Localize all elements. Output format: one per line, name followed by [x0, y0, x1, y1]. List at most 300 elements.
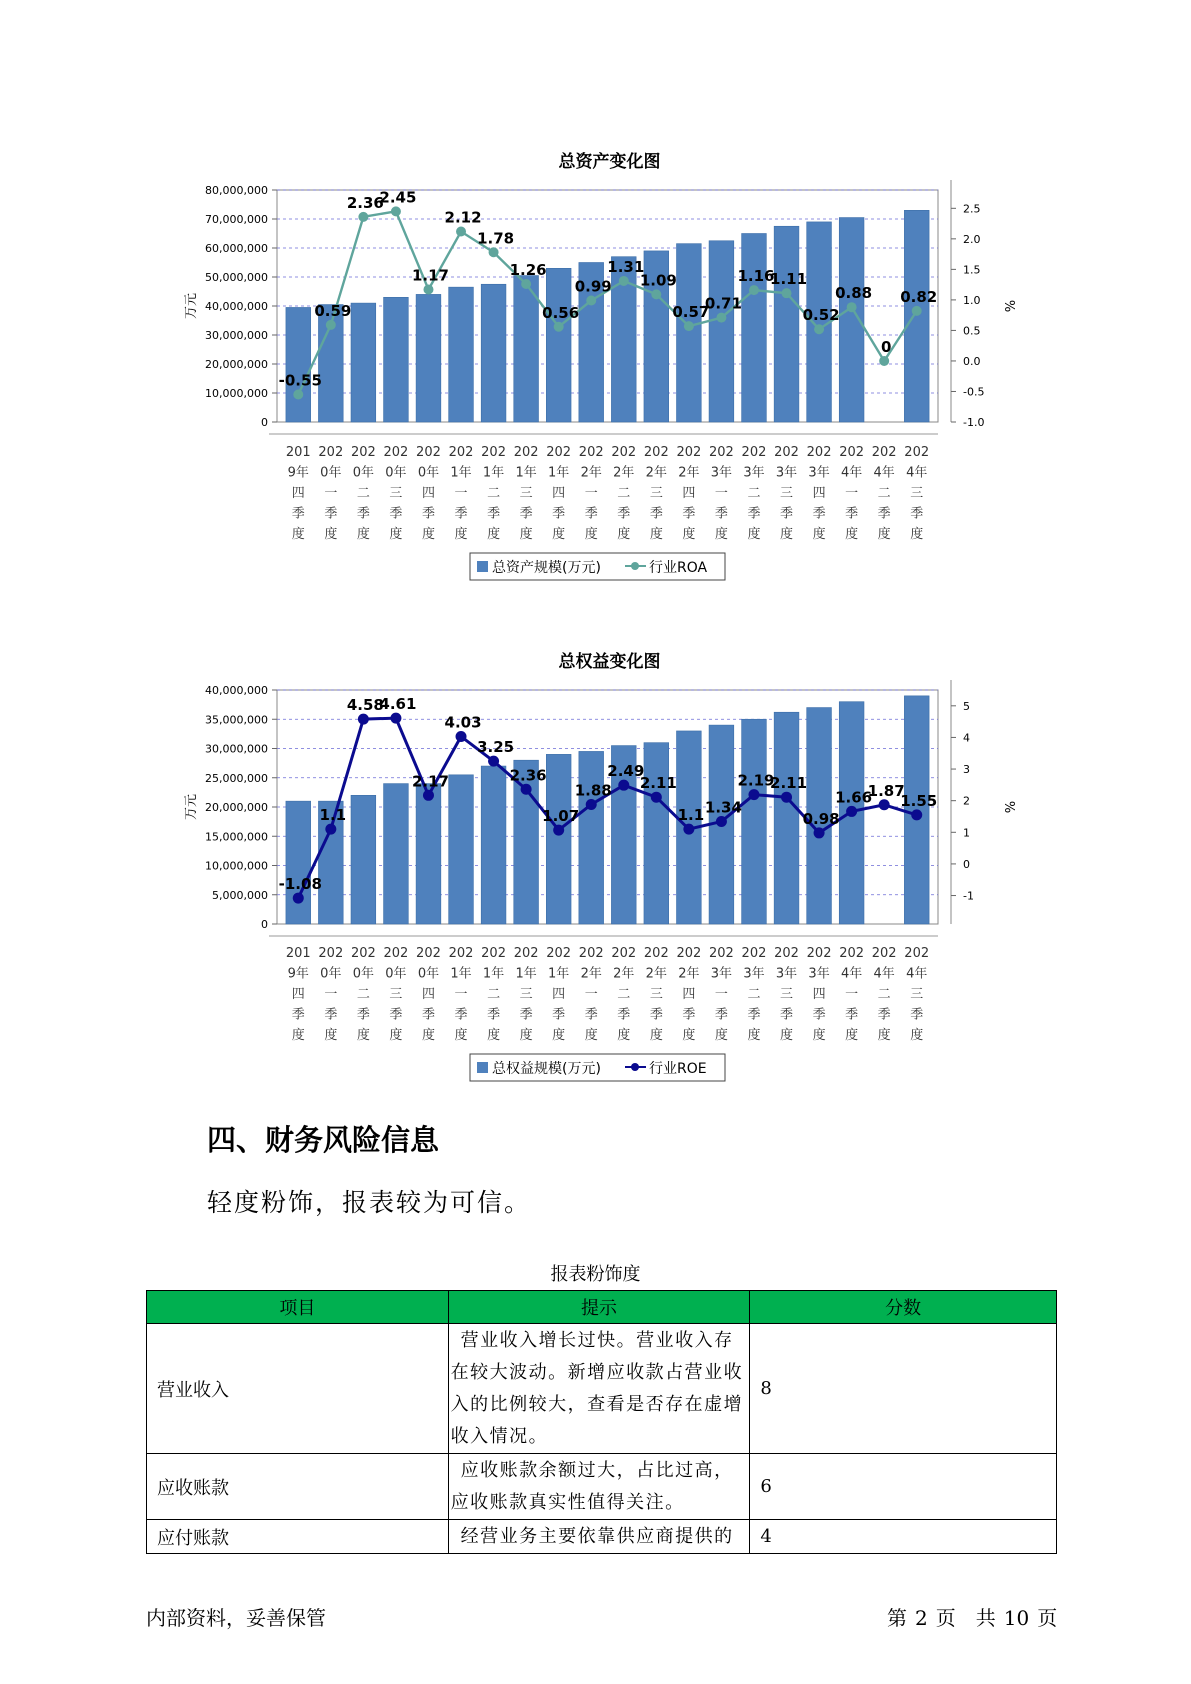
table-caption: 报表粉饰度: [550, 1264, 641, 1285]
x-tick-line: 季: [454, 506, 468, 522]
bar: [774, 226, 799, 422]
series-point: [716, 313, 726, 323]
x-tick-line: 3年: [743, 966, 765, 982]
total-unit: 页: [1037, 1606, 1058, 1630]
x-tick-line: 二: [877, 987, 891, 1002]
y2-tick-label: 2: [963, 794, 970, 808]
x-tick-line: 202: [904, 445, 930, 460]
x-tick-label: [904, 946, 929, 1043]
y2-tick-label: 4: [963, 731, 970, 745]
series-point: [618, 780, 629, 791]
y-tick-label: 30,000,000: [205, 742, 268, 756]
x-tick-line: 202: [578, 946, 604, 961]
table-header-row: [147, 1291, 1057, 1324]
x-tick-line: 季: [291, 1007, 305, 1023]
x-tick-line: 3年: [710, 465, 733, 481]
series-point: [488, 756, 499, 767]
x-tick-line: 度: [421, 1028, 435, 1043]
x-tick-line: 三: [519, 987, 533, 1002]
series-point: [684, 321, 694, 331]
x-tick-line: 三: [649, 486, 663, 501]
legend-line-marker: [631, 562, 639, 570]
x-tick-label: [514, 445, 539, 542]
x-tick-line: 202: [611, 946, 637, 961]
row-hint: 经营业务主要依靠供应商提供的: [448, 1520, 750, 1554]
total-equity-chart-svg: [0, 640, 1191, 1100]
y2-tick-label: -1: [963, 889, 974, 903]
y2-tick-label: 2.5: [963, 202, 981, 216]
x-tick-line: 202: [709, 445, 734, 460]
x-tick-line: 度: [421, 527, 435, 542]
x-tick-line: 四: [421, 486, 435, 501]
series-point: [879, 356, 889, 366]
x-tick-line: 三: [780, 987, 794, 1002]
risk-table: [146, 1290, 1057, 1554]
x-tick-line: 季: [682, 506, 696, 522]
x-tick-line: 202: [741, 946, 767, 961]
y-tick-label: 15,000,000: [205, 830, 268, 844]
series-point: [423, 790, 434, 801]
x-tick-line: 度: [649, 1028, 663, 1043]
x-tick-label: [839, 946, 864, 1043]
x-tick-label: [807, 946, 832, 1043]
x-tick-line: 季: [389, 506, 403, 522]
section-title: 四、财务风险信息: [207, 1123, 440, 1157]
x-tick-line: 二: [747, 987, 761, 1002]
data-label: 1.11: [770, 270, 808, 289]
data-label: 2.49: [607, 762, 645, 781]
y-tick-label: 70,000,000: [205, 213, 268, 226]
bar: [644, 743, 669, 924]
x-tick-line: 度: [487, 527, 501, 542]
x-tick-label: [839, 445, 864, 542]
x-tick-line: 一: [584, 486, 598, 501]
x-tick-line: 度: [584, 527, 598, 542]
x-tick-line: 季: [291, 506, 305, 522]
x-tick-line: 202: [709, 946, 734, 961]
x-tick-label: [449, 445, 474, 542]
total-assets-chart-svg: [0, 140, 1191, 600]
x-tick-line: 度: [845, 527, 859, 542]
x-tick-line: 202: [806, 445, 832, 460]
x-tick-line: 202: [546, 445, 572, 460]
data-label: 2.12: [444, 208, 482, 227]
x-tick-line: 度: [877, 1028, 891, 1043]
data-label: 0.59: [314, 301, 352, 320]
series-point: [879, 799, 890, 810]
data-label: -0.55: [278, 371, 322, 390]
x-tick-line: 202: [676, 946, 702, 961]
x-tick-label: [904, 445, 929, 542]
y-axis-label: 万元: [184, 292, 199, 320]
series-point: [456, 227, 466, 237]
x-tick-label: [872, 946, 897, 1043]
x-tick-label: [318, 445, 343, 542]
x-tick-label: [709, 445, 734, 542]
x-tick-line: 202: [774, 946, 799, 961]
x-tick-line: 度: [617, 527, 631, 542]
data-label: 0.52: [802, 306, 840, 325]
x-tick-line: 0年: [352, 966, 375, 982]
header-score: 分数: [750, 1291, 1057, 1324]
x-tick-line: 0年: [385, 966, 407, 982]
x-tick-line: 2年: [613, 966, 635, 982]
series-point: [521, 279, 531, 289]
x-tick-line: 度: [780, 1028, 794, 1043]
bar: [481, 766, 506, 924]
x-tick-line: 季: [519, 506, 533, 522]
x-tick-line: 度: [291, 1028, 305, 1043]
bar: [774, 712, 799, 924]
x-tick-label: [481, 946, 506, 1043]
total-assets-chart: [0, 140, 1191, 600]
data-label: 3.25: [477, 738, 515, 757]
x-tick-line: 季: [487, 1007, 501, 1023]
x-tick-line: 4年: [906, 465, 928, 481]
series-point: [553, 825, 564, 836]
data-label: 4.58: [346, 696, 384, 715]
x-tick-line: 季: [552, 1007, 566, 1023]
x-tick-label: [742, 946, 767, 1043]
series-point: [716, 816, 727, 827]
x-tick-line: 3年: [808, 465, 830, 481]
y-tick-label: 40,000,000: [205, 684, 268, 697]
x-tick-label: [481, 445, 506, 542]
series-point: [326, 320, 336, 330]
x-tick-line: 2年: [645, 465, 667, 481]
x-tick-line: 一: [714, 987, 728, 1002]
x-tick-line: 三: [649, 987, 663, 1002]
bar: [709, 241, 734, 422]
y-tick-label: 30,000,000: [205, 329, 268, 342]
x-tick-line: 季: [324, 506, 338, 522]
x-tick-line: 二: [487, 987, 501, 1002]
x-tick-line: 一: [454, 486, 468, 501]
data-label: 0.71: [704, 294, 742, 313]
x-tick-line: 季: [552, 506, 566, 522]
data-label: 1.09: [639, 271, 677, 290]
series-point: [325, 824, 336, 835]
x-tick-line: 二: [747, 486, 761, 501]
x-tick-line: 2年: [580, 465, 602, 481]
x-tick-line: 季: [389, 1007, 403, 1023]
legend-bar-swatch: [477, 561, 488, 572]
x-tick-line: 一: [454, 987, 468, 1002]
data-label: 1.55: [900, 791, 938, 810]
x-tick-line: 2年: [678, 465, 700, 481]
x-tick-line: 一: [714, 486, 728, 501]
x-tick-line: 度: [812, 527, 826, 542]
x-tick-line: 季: [487, 506, 501, 522]
x-tick-line: 四: [552, 987, 566, 1002]
bar: [677, 244, 702, 422]
bar: [416, 294, 441, 422]
data-label: 1.1: [677, 806, 705, 825]
y2-tick-label: 2.0: [963, 232, 981, 246]
x-tick-line: 二: [356, 987, 370, 1002]
x-tick-line: 四: [682, 987, 696, 1002]
y-tick-label: 20,000,000: [205, 358, 268, 371]
data-label: -1.08: [278, 875, 322, 894]
x-tick-line: 2年: [678, 966, 700, 982]
x-tick-line: 季: [812, 506, 826, 522]
x-tick-line: 202: [481, 445, 506, 460]
x-tick-line: 度: [682, 527, 696, 542]
x-tick-label: [579, 946, 604, 1043]
y-tick-label: 0: [261, 918, 268, 931]
y-tick-label: 80,000,000: [205, 184, 268, 197]
x-tick-line: 二: [356, 486, 370, 501]
x-tick-line: 3年: [710, 966, 733, 982]
x-tick-line: 度: [845, 1028, 859, 1043]
x-tick-label: [286, 946, 311, 1043]
x-tick-label: [774, 946, 799, 1043]
x-tick-line: 4年: [840, 465, 863, 481]
x-tick-line: 季: [877, 1007, 891, 1023]
x-tick-line: 季: [747, 506, 761, 522]
y2-tick-label: 1.0: [963, 293, 981, 307]
x-tick-line: 一: [584, 987, 598, 1002]
bar: [904, 210, 929, 422]
x-tick-line: 三: [389, 486, 403, 501]
x-tick-line: 202: [546, 946, 572, 961]
x-tick-line: 2年: [580, 966, 602, 982]
x-tick-line: 202: [643, 946, 669, 961]
x-tick-line: 四: [552, 486, 566, 501]
data-label: 1.1: [319, 806, 347, 825]
x-tick-line: 度: [324, 1028, 338, 1043]
data-label: 0.98: [802, 809, 840, 828]
row-item: 营业收入: [147, 1324, 449, 1454]
bar: [351, 795, 376, 924]
data-label: 1.17: [411, 266, 449, 285]
x-tick-line: 1年: [450, 966, 472, 982]
x-tick-line: 度: [389, 527, 403, 542]
x-tick-label: [351, 445, 376, 542]
data-label: 1.16: [737, 267, 775, 286]
x-tick-line: 202: [643, 445, 669, 460]
x-tick-line: 四: [421, 987, 435, 1002]
x-tick-label: [416, 946, 441, 1043]
x-tick-line: 0年: [320, 465, 342, 481]
x-tick-line: 202: [481, 946, 506, 961]
x-tick-line: 季: [910, 506, 924, 522]
row-score: 4: [750, 1520, 1057, 1554]
x-tick-label: [644, 445, 669, 542]
x-tick-line: 度: [714, 1028, 728, 1043]
x-tick-line: 1年: [515, 465, 537, 481]
header-item: 项目: [147, 1291, 449, 1324]
x-tick-line: 3年: [743, 465, 765, 481]
x-tick-line: 0年: [352, 465, 375, 481]
x-tick-line: 202: [774, 445, 799, 460]
x-tick-line: 202: [448, 946, 474, 961]
chart-title: 总权益变化图: [558, 652, 661, 672]
x-tick-line: 9年: [287, 465, 309, 481]
y-tick-label: 20,000,000: [205, 801, 268, 814]
x-tick-line: 度: [552, 1028, 566, 1043]
bar: [449, 775, 474, 924]
x-tick-label: [807, 445, 832, 542]
x-tick-label: [579, 445, 604, 542]
bar: [286, 801, 311, 924]
x-tick-line: 季: [454, 1007, 468, 1023]
x-tick-line: 季: [324, 1007, 338, 1023]
x-tick-line: 度: [747, 1028, 761, 1043]
data-label: 2.36: [509, 766, 547, 785]
x-tick-line: 201: [285, 445, 311, 460]
x-tick-line: 4年: [840, 966, 863, 982]
bar: [481, 284, 506, 422]
y2-axis-label: %: [1001, 800, 1016, 814]
x-tick-line: 度: [780, 527, 794, 542]
y2-tick-label: 1.5: [963, 263, 981, 277]
x-tick-line: 三: [389, 987, 403, 1002]
x-tick-line: 4年: [873, 966, 895, 982]
bar: [286, 307, 311, 422]
x-tick-line: 1年: [515, 966, 537, 982]
table-row: [147, 1324, 1057, 1454]
legend-line-label: 行业ROE: [649, 1061, 707, 1077]
series-point: [749, 285, 759, 295]
x-tick-line: 度: [552, 527, 566, 542]
series-point: [586, 296, 596, 306]
x-tick-line: 4年: [873, 465, 895, 481]
x-tick-label: [774, 445, 799, 542]
legend-bar-label: 总权益规模(万元): [492, 1061, 601, 1077]
y2-tick-label: 0: [963, 857, 970, 871]
x-tick-line: 4年: [906, 966, 928, 982]
x-tick-label: [351, 946, 376, 1043]
data-label: 0: [880, 337, 892, 356]
x-tick-line: 202: [383, 445, 409, 460]
x-tick-line: 202: [383, 946, 409, 961]
table-row: [147, 1520, 1057, 1554]
x-tick-line: 202: [318, 946, 344, 961]
x-tick-line: 202: [806, 946, 832, 961]
footer-page-info: [887, 1602, 1065, 1631]
x-tick-line: 201: [285, 946, 311, 961]
x-tick-line: 季: [845, 1007, 859, 1023]
x-tick-line: 一: [845, 486, 859, 501]
bar: [384, 297, 409, 422]
x-tick-line: 度: [519, 1028, 533, 1043]
series-point: [651, 289, 661, 299]
y-tick-label: 0: [261, 416, 268, 429]
total-equity-chart: [0, 640, 1191, 1100]
series-point: [521, 784, 532, 795]
data-label: 0.88: [835, 284, 873, 303]
x-tick-line: 度: [910, 1028, 924, 1043]
data-label: 4.03: [444, 713, 482, 732]
x-tick-line: 季: [747, 1007, 761, 1023]
data-label: 1.87: [867, 781, 905, 800]
x-tick-line: 三: [910, 987, 924, 1002]
x-tick-line: 四: [291, 486, 305, 501]
x-tick-label: [514, 946, 539, 1043]
x-tick-line: 202: [676, 445, 702, 460]
series-point: [782, 288, 792, 298]
data-label: 1.34: [704, 798, 742, 817]
legend-line-marker: [631, 1063, 639, 1071]
x-tick-line: 季: [649, 1007, 663, 1023]
bar: [742, 234, 767, 423]
data-label: 0.82: [900, 287, 938, 306]
page-number: 2: [915, 1606, 928, 1630]
x-tick-label: [449, 946, 474, 1043]
x-tick-line: 季: [519, 1007, 533, 1023]
x-tick-line: 季: [421, 1007, 435, 1023]
header-hint: 提示: [448, 1291, 750, 1324]
x-tick-line: 度: [356, 527, 370, 542]
series-point: [358, 714, 369, 725]
y2-tick-label: 3: [963, 763, 970, 777]
y-tick-label: 25,000,000: [205, 771, 268, 785]
data-label: 0.99: [574, 277, 612, 296]
row-item: 应付账款: [147, 1520, 449, 1554]
x-tick-line: 度: [584, 1028, 598, 1043]
x-tick-line: 一: [845, 987, 859, 1002]
y2-axis-label: %: [1001, 299, 1016, 313]
y-tick-label: 50,000,000: [205, 271, 268, 284]
x-tick-line: 3年: [775, 465, 798, 481]
bar: [384, 784, 409, 924]
x-tick-line: 202: [350, 946, 376, 961]
y-tick-label: 10,000,000: [205, 859, 268, 873]
data-label: 1.07: [542, 807, 580, 826]
x-tick-label: [676, 445, 701, 542]
x-tick-label: [742, 445, 767, 542]
bar: [742, 719, 767, 924]
x-tick-line: 度: [454, 527, 468, 542]
x-tick-line: 四: [812, 486, 826, 501]
series-point: [293, 893, 304, 904]
data-label: 2.19: [737, 771, 775, 790]
x-tick-line: 度: [877, 527, 891, 542]
series-point: [846, 806, 857, 817]
x-tick-line: 202: [741, 445, 767, 460]
x-tick-line: 季: [812, 1007, 826, 1023]
x-tick-line: 0年: [417, 966, 440, 982]
x-tick-line: 度: [682, 1028, 696, 1043]
series-point: [554, 322, 564, 332]
y-tick-label: 60,000,000: [205, 242, 268, 255]
y-tick-label: 40,000,000: [205, 300, 268, 313]
series-point: [390, 713, 401, 724]
x-tick-line: 2年: [613, 465, 635, 481]
total-label: 共: [975, 1606, 996, 1630]
x-tick-label: [644, 946, 669, 1043]
page-label: 第: [887, 1606, 907, 1630]
x-tick-label: [611, 445, 636, 542]
bar: [546, 754, 571, 924]
row-hint: 营业收入增长过快。营业收入存在较大波动。新增应收款占营业收入的比例较大，查看是否存在虚增收入情况。: [448, 1324, 750, 1454]
row-item: 应收账款: [147, 1454, 449, 1520]
x-tick-line: 季: [617, 506, 631, 522]
data-label: 1.26: [509, 261, 547, 280]
x-tick-line: 度: [487, 1028, 501, 1043]
x-tick-line: 季: [845, 506, 859, 522]
x-tick-line: 二: [617, 486, 631, 501]
x-tick-line: 季: [617, 1007, 631, 1023]
y-axis-label: 万元: [184, 793, 199, 821]
data-label: 2.45: [379, 188, 417, 207]
x-tick-line: 二: [617, 987, 631, 1002]
data-label: 1.78: [477, 229, 515, 248]
series-point: [423, 285, 433, 295]
data-label: 0.56: [542, 303, 580, 322]
x-tick-line: 季: [714, 506, 728, 522]
